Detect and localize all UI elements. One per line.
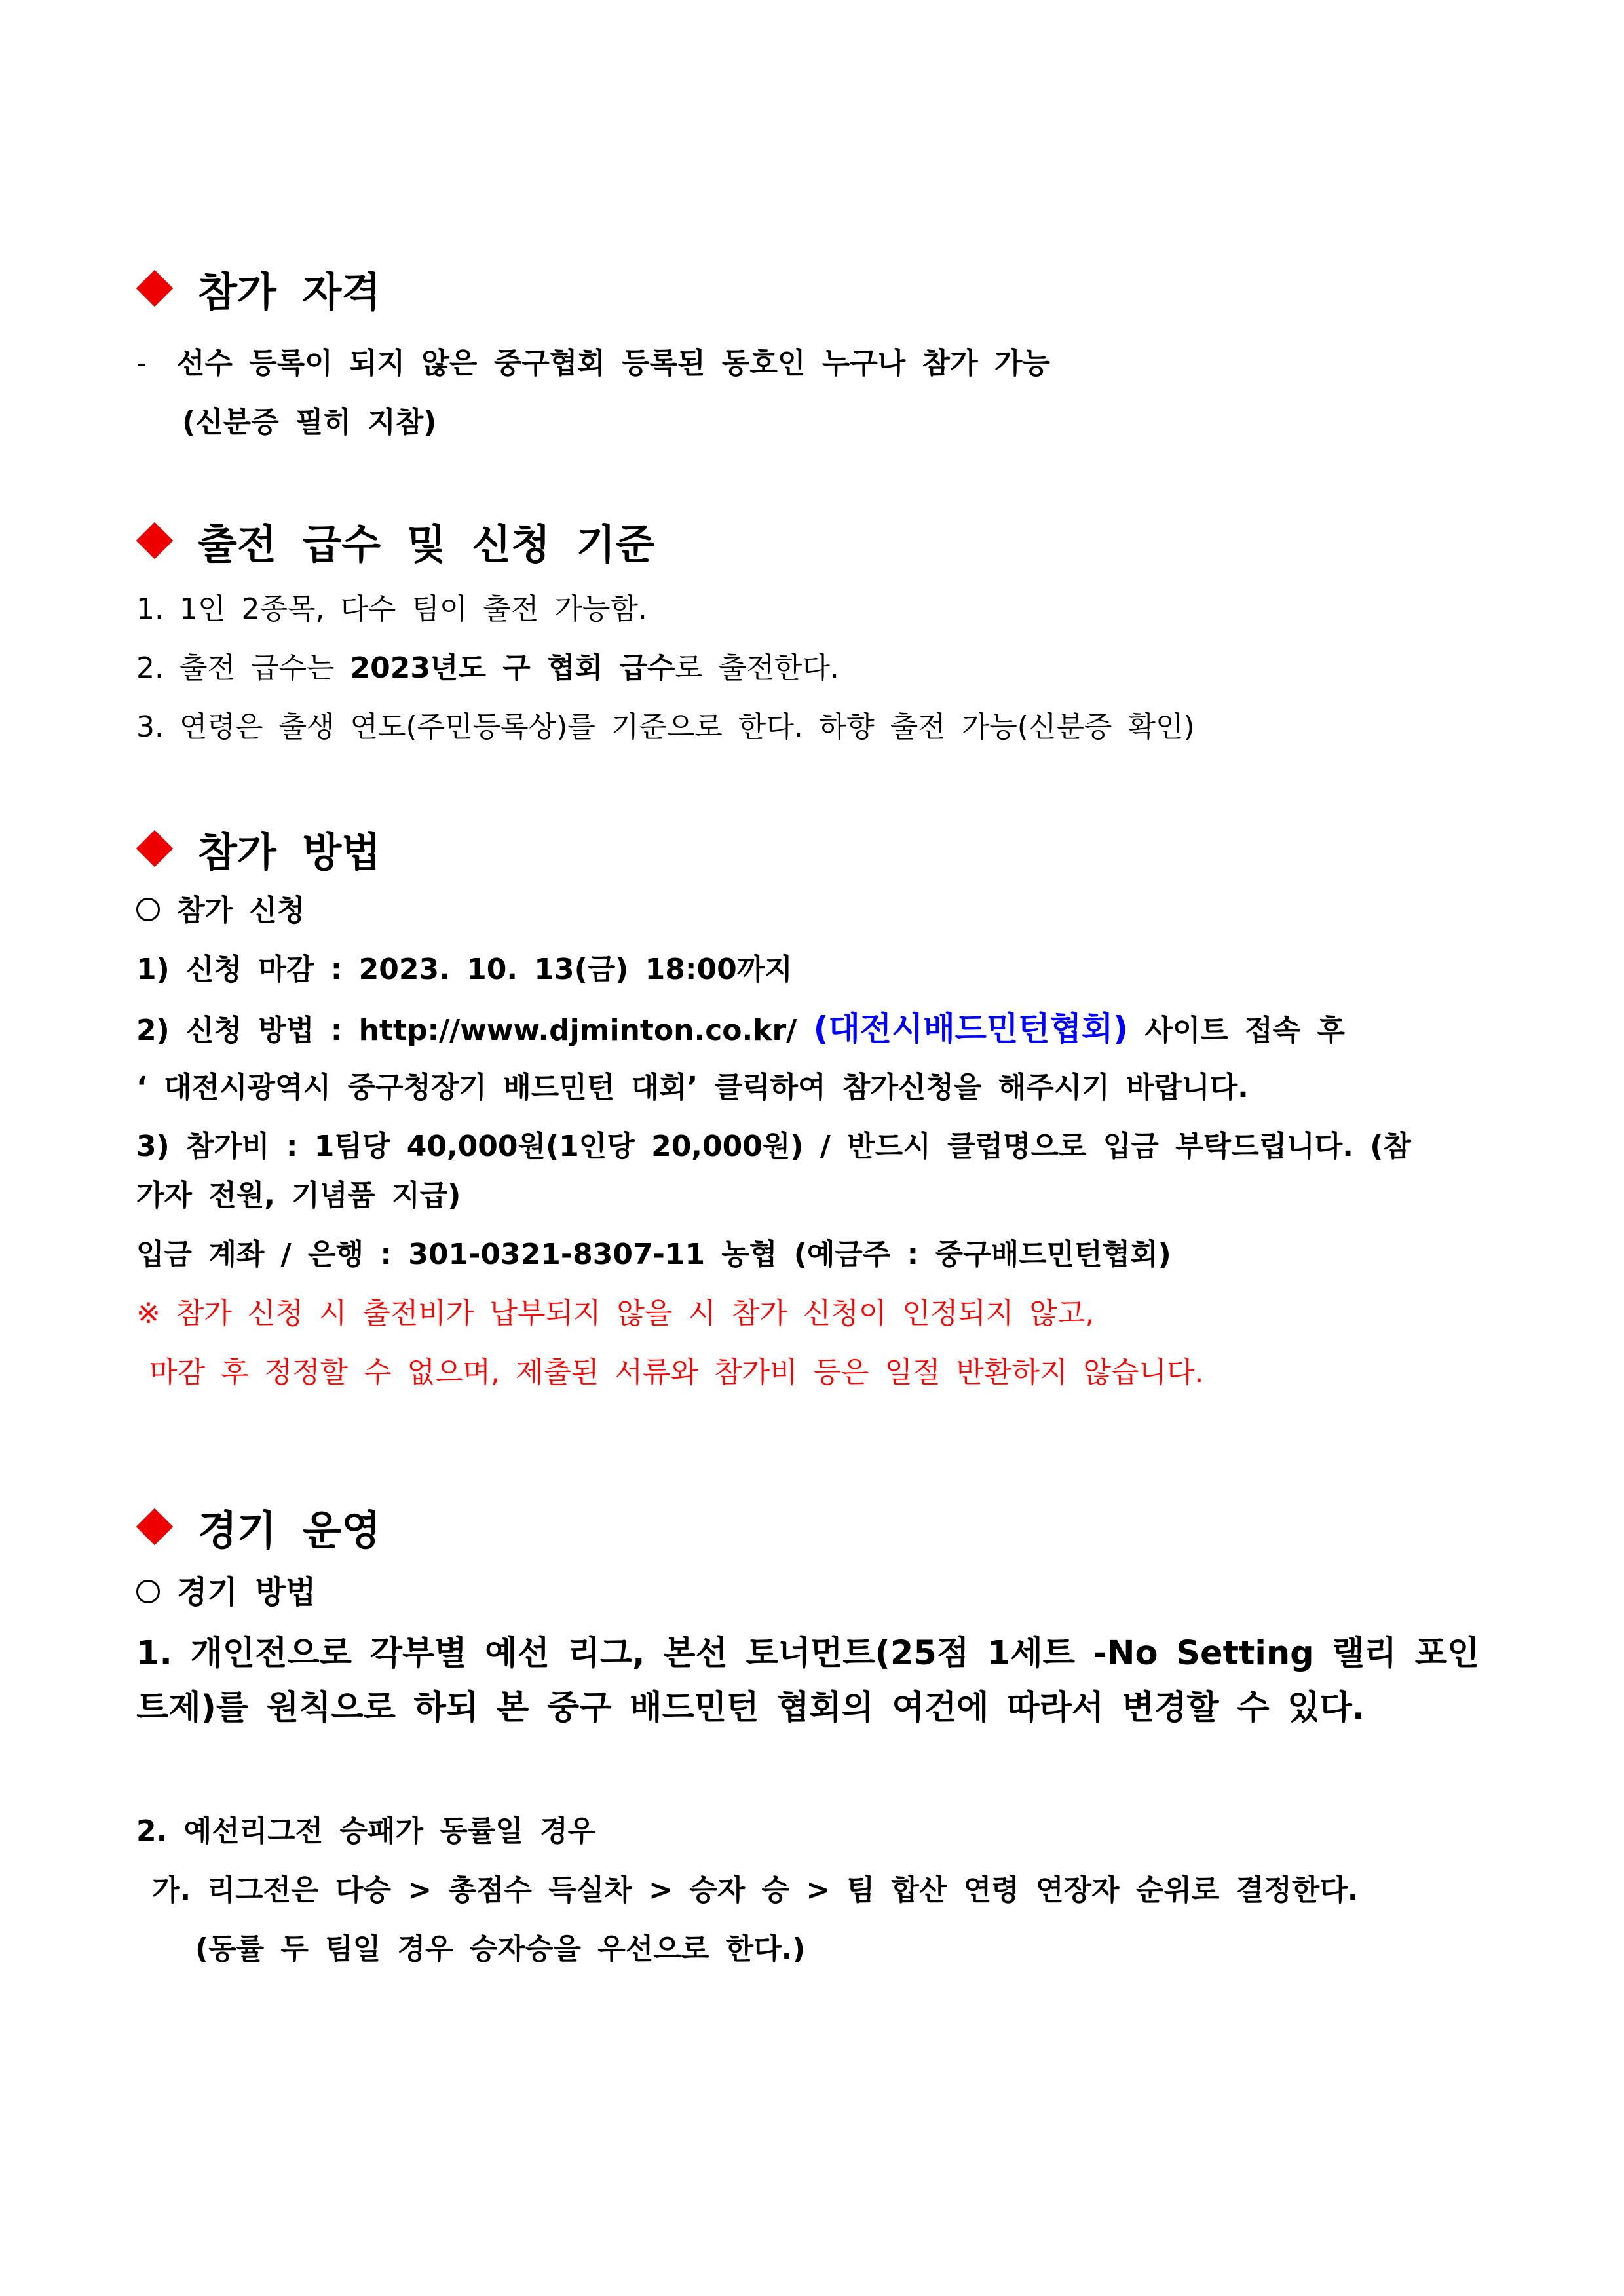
notice-line-2: 마감 후 정정할 수 없으며, 제출된 서류와 참가비 등은 일절 반환하지 않습니다. [149,1356,1204,1389]
method-heading [136,819,1486,878]
method-title: 참가 방법 [198,828,381,876]
red-diamond-icon [136,830,174,868]
circle-bullet-icon [136,1580,160,1603]
red-diamond-icon [136,270,174,307]
account-line: 입금 계좌 / 은행 : 301-0321-8307-11 농협 (예금주 : 중구배드민턴협회) [136,1238,1171,1271]
eligibility-title: 참가 자격 [198,267,381,316]
operation-section [136,1497,1486,1966]
eligibility-section [136,259,1486,439]
red-diamond-icon [136,1508,174,1546]
rule-1-line-b: 트제)를 원칙으로 하되 본 중구 배드민턴 협회의 여건에 따라서 변경할 수 있다. [136,1689,1365,1727]
grade-title: 출전 급수 및 신청 기준 [198,520,655,568]
grade-item-2-post: 로 출전한다. [675,651,839,685]
grade-item-2-pre: 2. 출전 급수는 [136,651,350,685]
apply-method-url: 2) 신청 방법 : http://www.djminton.co.kr/ [136,1014,814,1047]
grade-item-3: 3. 연령은 출생 연도(주민등록상)를 기준으로 한다. 하향 출전 가능(신분증 확인) [136,710,1195,744]
grade-item-2 [136,649,839,688]
method-subheading [136,891,305,930]
dash-bullet: - [136,347,147,380]
association-link[interactable]: (대전시배드민턴협회) [813,1010,1128,1048]
circle-bullet-icon [136,898,160,921]
operation-title: 경기 운영 [198,1506,381,1554]
method-section [136,819,1486,1389]
rule-2-line: 2. 예선리그전 승패가 동률일 경우 [136,1814,596,1848]
grade-section [136,511,1486,744]
notice-line-1: ※ 참가 신청 시 출전비가 납부되지 않을 시 참가 신청이 인정되지 않고, [136,1297,1095,1330]
rule-2-sub-a: 가. 리그전은 다승 > 총점수 득실차 > 승자 승 > 팀 합산 연령 연장자 순위로 결정한다. [152,1873,1359,1907]
operation-heading [136,1497,1486,1556]
eligibility-line-2: (신분증 필히 지참) [182,406,437,439]
rule-1-line-a: 1. 개인전으로 각부별 예선 리그, 본선 토너먼트(25점 1세트 -No Setting 랠리 포인 [136,1634,1480,1673]
fee-line-2: 가자 전원, 기념품 지급) [136,1179,461,1212]
eligibility-heading [136,259,1486,318]
method-sub-label: 참가 신청 [177,894,305,927]
deadline-line: 1) 신청 마감 : 2023. 10. 13(금) 18:00까지 [136,953,793,986]
grade-item-1: 1. 1인 2종목, 다수 팀이 출전 가능함. [136,592,647,626]
apply-method-post: 사이트 접속 후 [1128,1014,1345,1047]
grade-heading [136,511,1486,570]
red-diamond-icon [136,522,174,560]
eligibility-text-1: 선수 등록이 되지 않은 중구협회 등록된 동호인 누구나 참가 가능 [176,347,1050,380]
operation-subheading [136,1573,316,1612]
eligibility-line-1 [136,344,1050,383]
rule-2-sub-b: (동률 두 팀일 경우 승자승을 우선으로 한다.) [195,1932,806,1966]
fee-line-1: 3) 참가비 : 1팀당 40,000원(1인당 20,000원) / 반드시 클럽명으로 입금 부탁드립니다. (참 [136,1130,1411,1163]
click-instruction: ‘ 대전시광역시 중구청장기 배드민턴 대회’ 클릭하여 참가신청을 해주시기 바랍니다. [136,1071,1249,1104]
grade-item-2-bold: 2023년도 구 협회 급수 [350,651,675,685]
operation-sub-label: 경기 방법 [177,1574,316,1611]
apply-method-line [136,1009,1345,1050]
